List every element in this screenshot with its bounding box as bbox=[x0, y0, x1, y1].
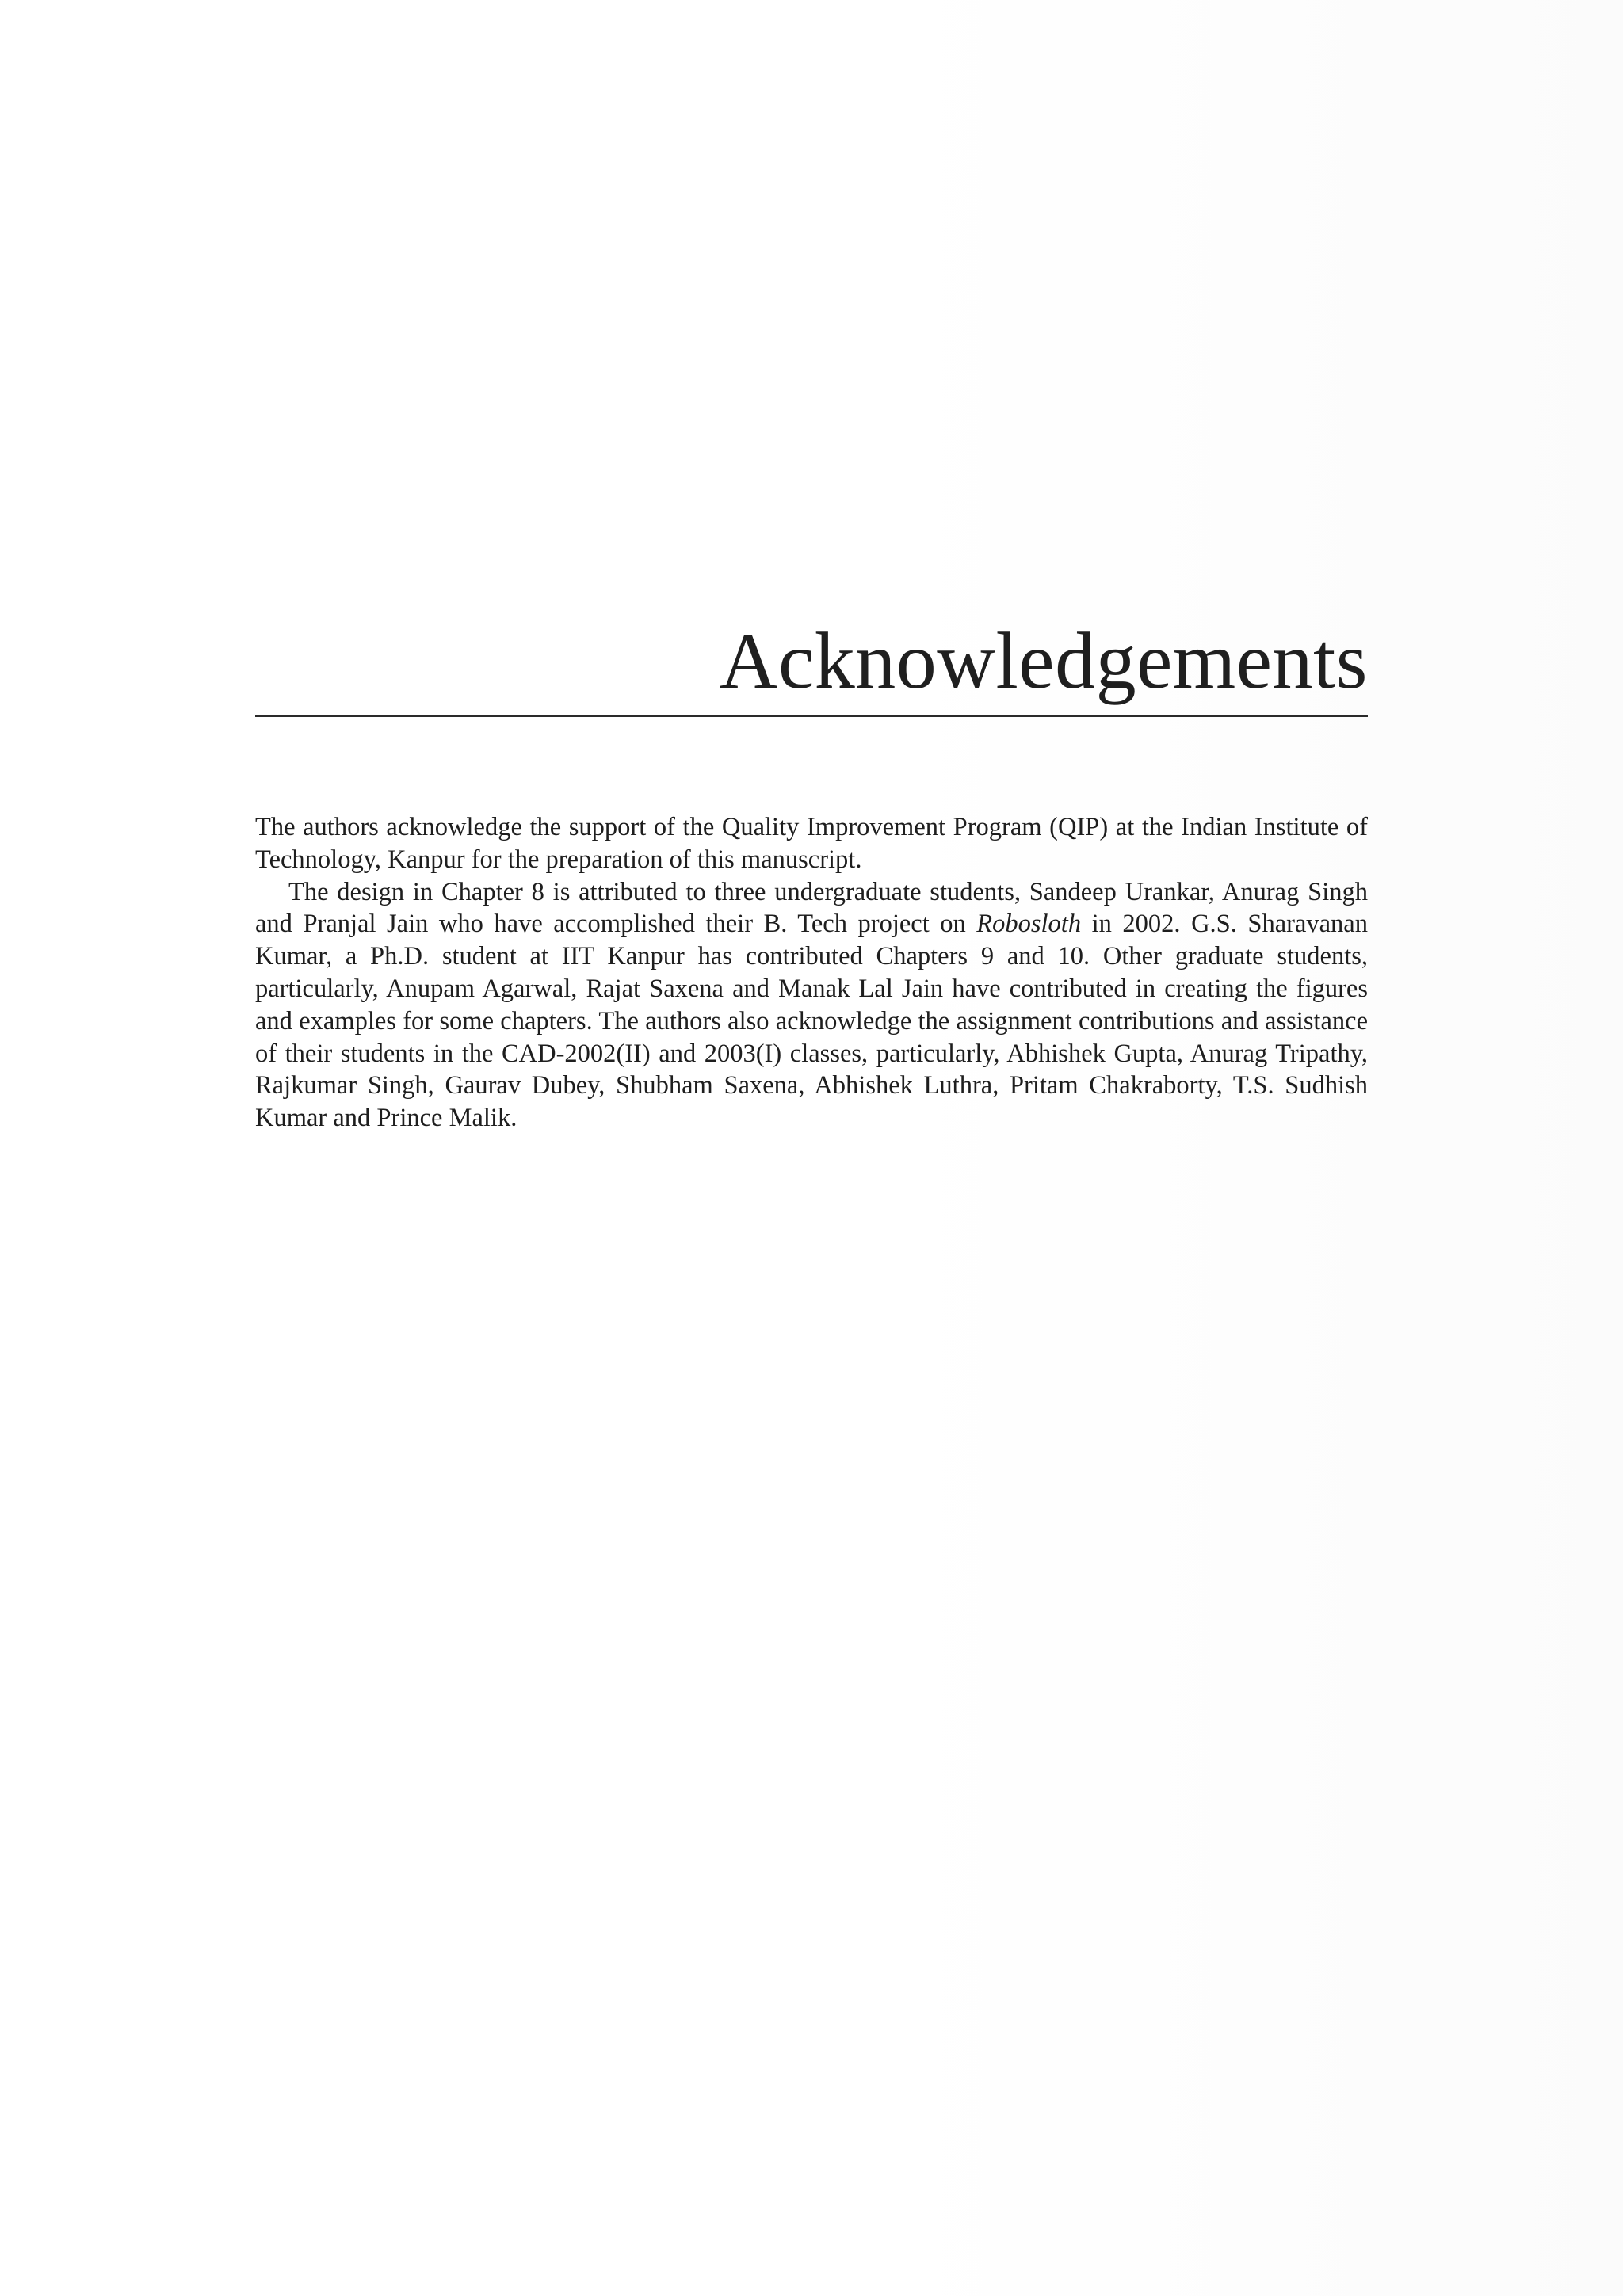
paragraph-2 bbox=[255, 876, 1368, 1135]
project-name-italic: Robosloth bbox=[976, 910, 1082, 939]
paragraph-2-text-end: in 2002. G.S. Sharavanan Kumar, a Ph.D. student at IIT Kanpur has contributed Chapters 9 and 10. Other graduate students, particularly, Anupam Agarwal, Rajat Saxena and Manak Lal Jain have contributed in creating the figures and examples for some chapters. The authors also acknowledge the assignment contributions and assistance of their students in the CAD-2002(II) and 2003(I) classes, particularly, Abhishek Gupta, Anurag Tripathy, Rajkumar Singh, Gaurav Dubey, Shubham Saxena, Abhishek Luthra, Pritam Chakraborty, T.S. Sudhish Kumar and Prince Malik. bbox=[255, 910, 1368, 1133]
page-title: Acknowledgements bbox=[719, 616, 1368, 706]
title-underline-rule bbox=[255, 715, 1368, 717]
chapter-heading bbox=[255, 614, 1368, 717]
paragraph-1: The authors acknowledge the support of the Quality Improvement Program (QIP) at the Indian Institute of Technology, Kanpur for the preparation of this manuscript. bbox=[255, 813, 1368, 874]
acknowledgements-body bbox=[255, 811, 1368, 1135]
paragraph-2-text-start: The design in Chapter 8 is attributed to three undergraduate students, Sandeep Urankar, Anurag Singh and Pranjal Jain who have accomplished their B. Tech project on bbox=[255, 877, 1368, 939]
